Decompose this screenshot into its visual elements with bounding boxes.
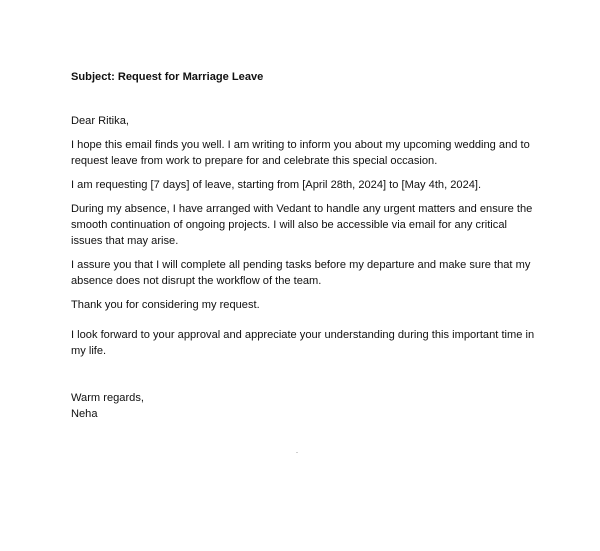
letter-closing: Warm regards, [71, 392, 144, 404]
paragraph-assurance: I assure you that I will complete all pending tasks before my departure and make sure that my absence does not disrupt the workflow of the team. [71, 259, 531, 287]
letter-greeting: Dear Ritika, [71, 115, 129, 127]
letter-signature: Neha [71, 408, 98, 420]
paragraph-intro: I hope this email finds you well. I am writing to inform you about my upcoming wedding and to request leave from work to prepare for and celebrate this special occasion. [71, 139, 530, 167]
paragraph-approval: I look forward to your approval and appreciate your understanding during this important time in my life. [71, 329, 535, 357]
closing-block [71, 390, 541, 422]
scan-speck [296, 452, 298, 453]
paragraph-leave-dates: I am requesting [7 days] of leave, starting from [April 28th, 2024] to [May 4th, 2024]. [71, 179, 482, 191]
letter-subject: Subject: Request for Marriage Leave [71, 71, 264, 83]
leave-request-letter [71, 69, 541, 422]
paragraph-thanks: Thank you for considering my request. [71, 299, 260, 311]
paragraph-handover: During my absence, I have arranged with Vedant to handle any urgent matters and ensure the smooth continuation of ongoing projects. I will also be accessible via email for any critical issues that may arise. [71, 203, 533, 247]
